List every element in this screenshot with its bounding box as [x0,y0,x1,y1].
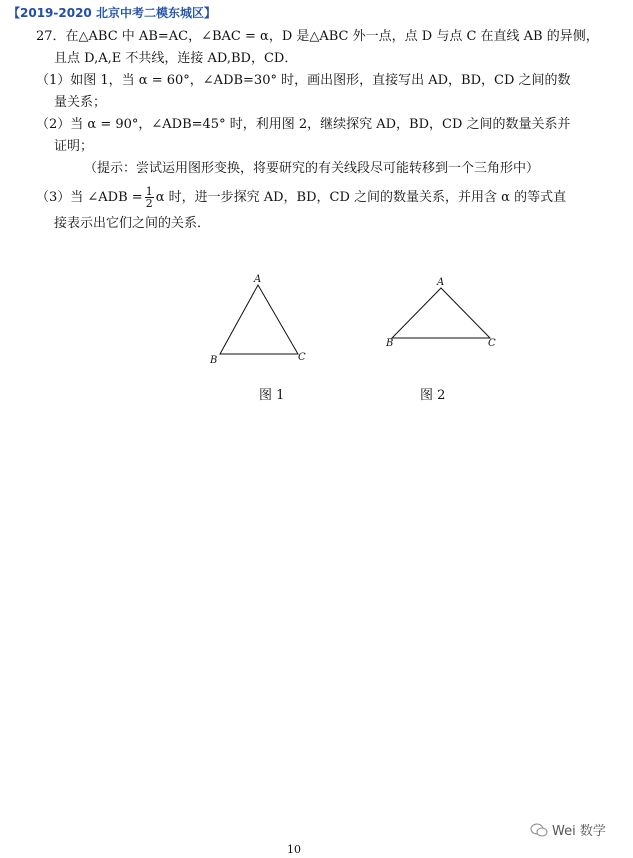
problem-line-4: 量关系； [54,95,107,110]
problem-line-2: 且点 D,A,E 不共线，连接 AD,BD，CD． [54,51,298,66]
page-number: 10 [287,843,301,856]
fig2-label-a: A [437,277,445,288]
fig1-label-c: C [298,352,306,363]
problem-line-3: （1）如图 1，当 α = 60°，∠ADB=30° 时，画出图形，直接写出 AD，BD，CD 之间的数 [36,73,571,88]
fig1-label-a: A [254,274,262,285]
triangle-abc-2 [392,288,490,338]
problem-line-6: 证明； [54,139,94,154]
figure-2 [380,270,510,355]
fig2-label-b: B [386,338,394,349]
fig2-label-c: C [488,338,496,349]
fraction-denominator: 2 [145,197,153,210]
source-tag: 【2019-2020 北京中考二模东城区】 [8,6,216,20]
fig1-label-b: B [210,355,218,366]
figure-1-caption: 图 1 [259,388,285,403]
problem-line-5: （2）当 α = 90°，∠ADB=45° 时，利用图 2，继续探究 AD，BD，CD 之间的数量关系并 [36,117,571,132]
problem-line-9: 接表示出它们之间的关系． [54,216,211,231]
figure-1 [200,270,320,370]
watermark [530,820,606,839]
problem-text [36,26,599,235]
problem-line-1: 27．在△ABC 中 AB=AC，∠BAC = α，D 是△ABC 外一点，点 D 与点 C 在直线 AB 的异侧， [36,29,599,44]
problem-line-8 [36,186,596,209]
fraction-numerator: 1 [145,185,153,198]
problem-hint: （提示：尝试运用图形变换，将要研究的有关线段尽可能转移到一个三角形中） [84,161,540,176]
triangle-abc-1 [220,285,298,354]
wechat-icon [530,823,548,837]
watermark-text: Wei 数学 [552,824,606,839]
problem-line-8-end: α 时，进一步探究 AD，BD，CD 之间的数量关系，并用含 α 的等式直 [155,190,567,205]
figure-2-caption: 图 2 [420,388,446,403]
problem-line-8-start: （3）当 ∠ADB = [36,190,143,205]
fraction-half [145,186,154,209]
